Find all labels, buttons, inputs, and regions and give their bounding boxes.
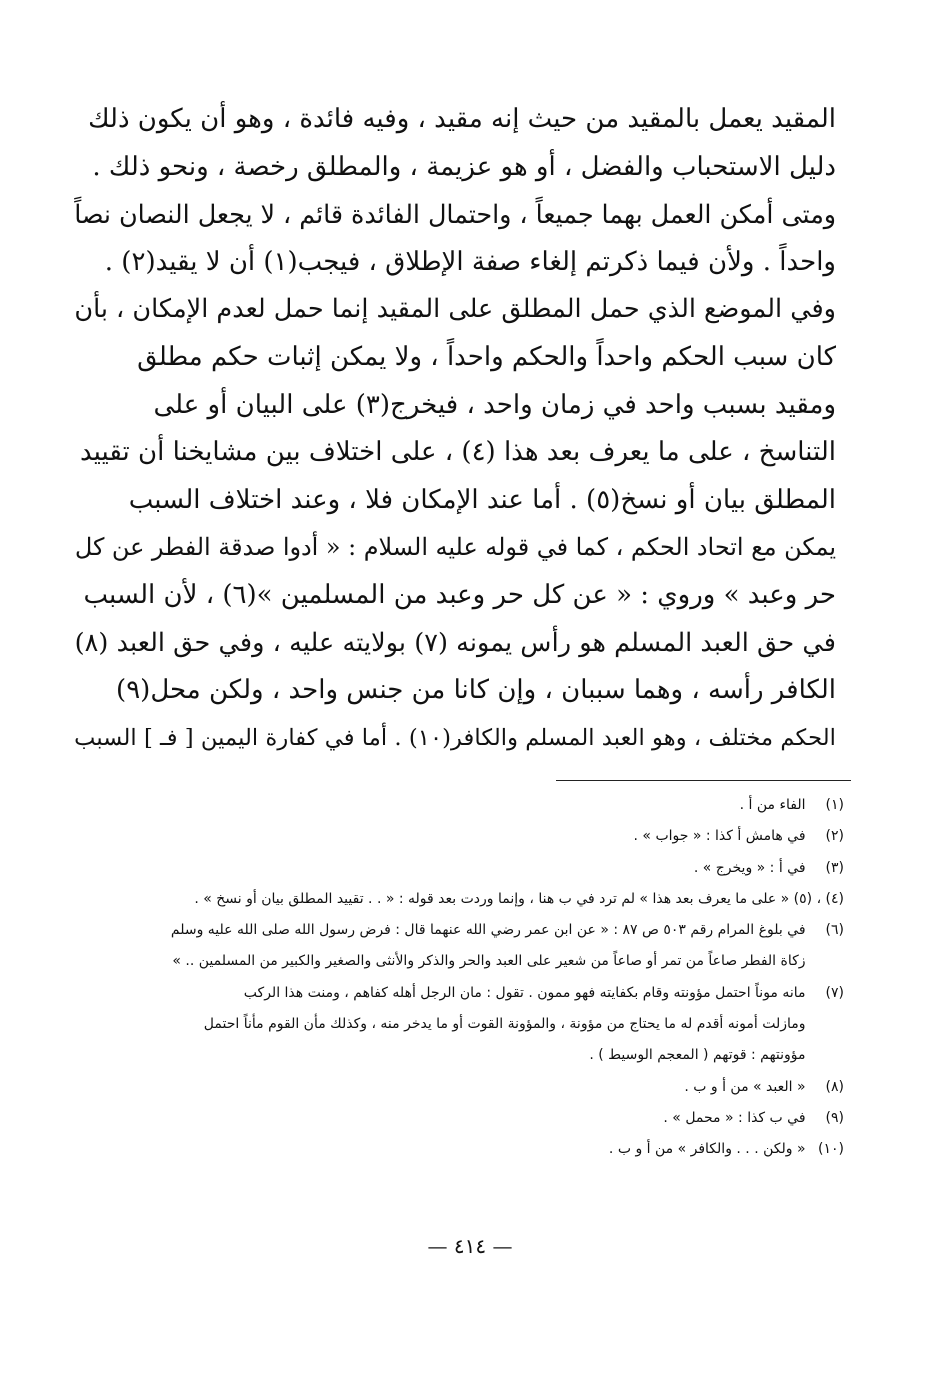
footnote-number: (٦) bbox=[825, 922, 844, 939]
text-line: دليل الاستحباب والفضل ، أو هو عزيمة ، والمطلق رخصة ، ونحو ذلك . bbox=[92, 151, 836, 182]
footnote-text: زكاة الفطر صاعاً من تمر أو صاعاً من شعير على العبد والحر والذكر والأنثى والصغير والكبير من المسلمين .. » bbox=[172, 953, 806, 970]
footnote-text: في ب كذا : « محمل » . bbox=[663, 1109, 806, 1126]
text-line: ومتى أمكن العمل بهما جميعاً ، واحتمال الفائدة قائم ، لا يجعل النصان نصاً bbox=[74, 199, 836, 230]
text-line: وفي الموضع الذي حمل المطلق على المقيد إنما حمل لعدم الإمكان ، بأن bbox=[74, 294, 836, 325]
footnote bbox=[60, 1072, 844, 1103]
text-line: حر وعبد » وروي : « عن كل حر وعبد من المسلمين »(٦) ، لأن السبب bbox=[83, 579, 836, 610]
footnotes bbox=[60, 790, 844, 1166]
footnote-number: (٩) bbox=[825, 1109, 844, 1126]
text-line: في حق العبد المسلم هو رأس يمونه (٧) بولايته عليه ، وفي حق العبد (٨) bbox=[74, 627, 836, 658]
footnote-separator bbox=[556, 780, 851, 781]
text-line: يمكن مع اتحاد الحكم ، كما في قوله عليه السلام : « أدوا صدقة الفطر عن كل bbox=[74, 533, 836, 562]
footnote bbox=[60, 884, 844, 915]
footnote-text: في أ : « ويخرج » . bbox=[693, 859, 806, 876]
footnote-continuation bbox=[60, 946, 844, 977]
text-line: المطلق بيان أو نسخ(٥) . أما عند الإمكان فلا ، وعند اختلاف السبب bbox=[128, 484, 836, 515]
footnote-text: « ولكن . . . والكافر » من أ و ب . bbox=[608, 1141, 806, 1158]
text-line: التناسخ ، على ما يعرف بعد هذا (٤) ، على اختلاف بين مشايخنا أن تقييد bbox=[80, 437, 836, 468]
text-line: واحداً . ولأن فيما ذكرتم إلغاء صفة الإطلاق ، فيجب(١) أن لا يقيد(٢) . bbox=[104, 246, 836, 277]
footnote bbox=[60, 821, 844, 852]
text-line: الحكم مختلف ، وهو العبد المسلم والكافر(١٠) . أما في كفارة اليمين [ فـ ] السبب bbox=[74, 724, 836, 751]
text-line: الكافر رأسه ، وهما سببان ، وإن كانا من جنس واحد ، ولكن محل(٩) bbox=[116, 675, 836, 706]
footnote-text: ومازلت أمونه أقدم له ما يحتاج من مؤونة ، والمؤونة القوت أو ما يدخر منه ، وكذلك مأن القوم مأناً احتمل bbox=[203, 1016, 806, 1033]
footnote-text: في بلوغ المرام رقم ٥٠٣ ص ٨٧ : « عن ابن عمر رضي الله عنهما قال : فرض رسول الله صلى الله عليه وسلم bbox=[170, 922, 806, 939]
text-line: المقيد يعمل بالمقيد من حيث إنه مقيد ، وفيه فائدة ، وهو أن يكون ذلك bbox=[88, 104, 836, 134]
page-number: — ٤١٤ — bbox=[427, 1234, 513, 1258]
footnote-number: (٧) bbox=[825, 984, 844, 1001]
footnote-number: (٢) bbox=[825, 828, 844, 845]
footnote bbox=[60, 1103, 844, 1134]
text-line: ومقيد بسبب واحد في زمان واحد ، فيخرج(٣) على البيان أو على bbox=[153, 389, 836, 420]
footnote-text: الفاء من أ . bbox=[739, 797, 806, 813]
footnote-text: في هامش أ كذا : « جواب » . bbox=[633, 828, 806, 845]
footnote-text: « على ما يعرف بعد هذا » لم ترد في ب هنا ، وإنما وردت بعد قوله : « . . تقييد المطلق بيان أو نسخ » . bbox=[194, 890, 790, 907]
footnote bbox=[60, 915, 844, 946]
footnote-number: (٨) bbox=[825, 1078, 844, 1095]
main-text bbox=[74, 96, 836, 762]
footnote-text: « العبد » من أ و ب . bbox=[684, 1078, 806, 1095]
text-line: كان سبب الحكم واحداً والحكم واحداً ، ولا يمكن إثبات حكم مطلق bbox=[137, 341, 836, 372]
footnote-number: (٤) ، (٥) bbox=[793, 890, 844, 907]
footnote-number: (١) bbox=[825, 797, 844, 813]
footnote bbox=[60, 978, 844, 1009]
footnote-text: مؤونتهم : قوتهم ( المعجم الوسيط ) . bbox=[589, 1047, 806, 1064]
footnote bbox=[60, 853, 844, 884]
footnote bbox=[60, 1134, 844, 1165]
footnote-continuation bbox=[60, 1040, 844, 1071]
footnote-number: (١٠) bbox=[818, 1141, 844, 1158]
footnote-continuation bbox=[60, 1009, 844, 1040]
footnote-number: (٣) bbox=[825, 859, 844, 876]
footnote bbox=[60, 790, 844, 821]
footnote-text: مانه موناً احتمل مؤونته وقام بكفايته فهو ممون . تقول : مان الرجل أهله كفاهم ، ومنت هذا الركب bbox=[243, 984, 806, 1001]
